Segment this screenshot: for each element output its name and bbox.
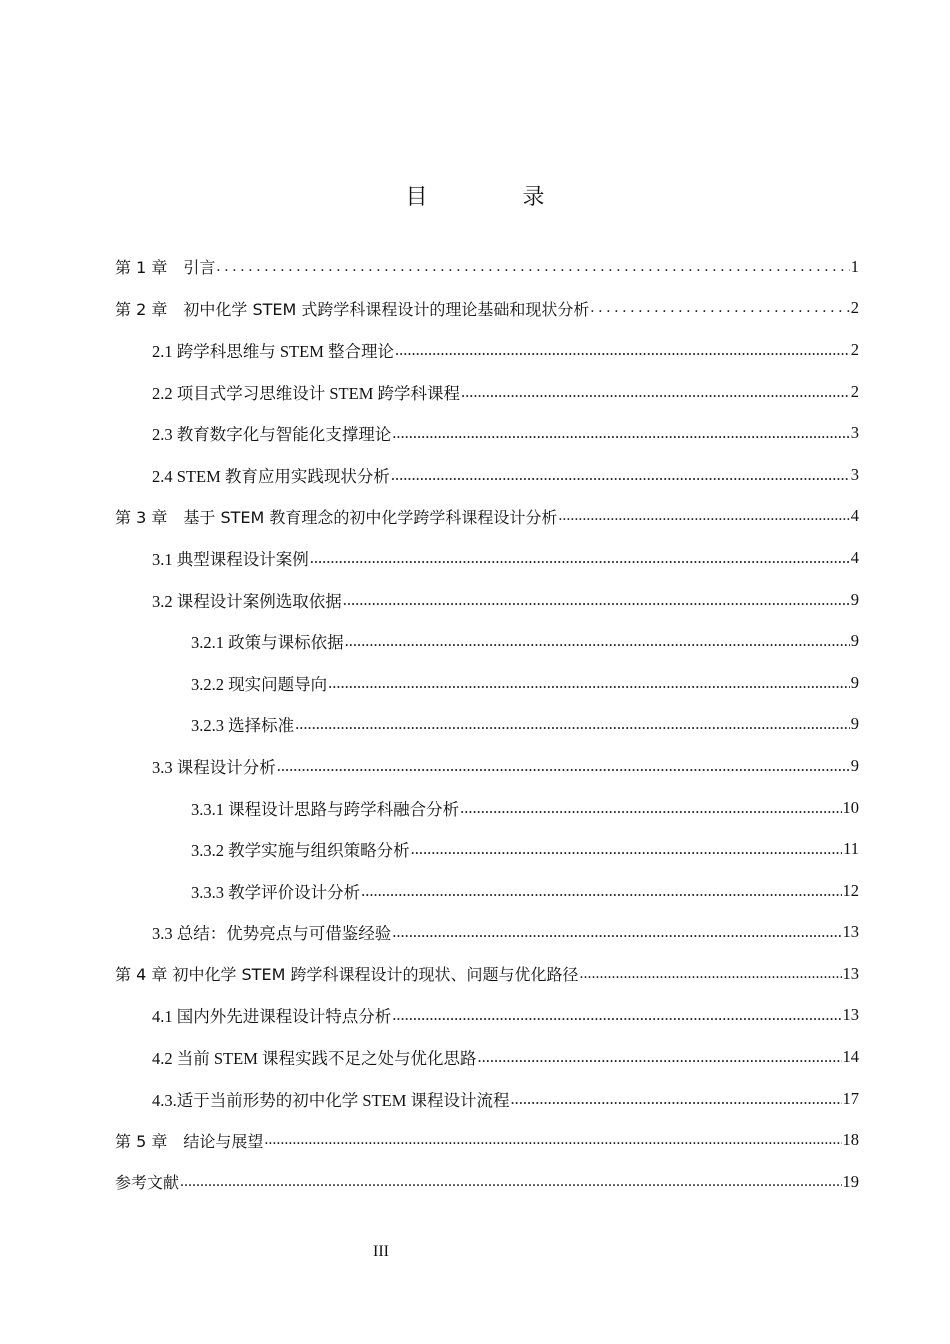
toc-entry-2-3[interactable] [115, 412, 859, 454]
toc-entry-label: 第 1 章 引言 [115, 258, 216, 278]
toc-leader-dots [392, 922, 841, 942]
toc-entry-label: 3.3 总结：优势亮点与可借鉴经验 [152, 924, 392, 944]
toc-entry-label: 4.2 当前 STEM 课程实践不足之处与优化思路 [152, 1049, 477, 1069]
toc-entry-page: 17 [842, 1088, 859, 1108]
toc-entry-page: 4 [850, 547, 859, 567]
toc-entry-label: 3.2.2 现实问题导向 [191, 674, 328, 694]
toc-entry-page: 12 [842, 880, 859, 900]
toc-entry-label: 3.3.3 教学评价设计分析 [191, 882, 361, 902]
toc-entry-page: 3 [850, 464, 859, 484]
toc-leader-dots [345, 631, 850, 651]
toc-entry-page: 19 [842, 1171, 859, 1191]
toc-entry-page: 3 [850, 423, 859, 443]
toc-leader-dots [180, 1173, 841, 1191]
toc-entry-3-3[interactable] [115, 745, 859, 787]
table-of-contents [115, 246, 859, 1203]
toc-entry-page: 9 [850, 714, 859, 734]
toc-entry-3-2-3[interactable] [115, 704, 859, 746]
toc-entry-label: 2.3 教育数字化与智能化支撑理论 [152, 425, 392, 445]
toc-entry-label: 参考文献 [115, 1173, 180, 1193]
toc-leader-dots [558, 507, 849, 525]
toc-entry-label: 2.1 跨学科思维与 STEM 整合理论 [152, 341, 395, 361]
toc-leader-dots [277, 756, 850, 776]
toc-entry-page: 13 [842, 922, 859, 942]
toc-entry-3-2-2[interactable] [115, 662, 859, 704]
toc-entry-3-summary[interactable] [115, 912, 859, 954]
toc-entry-page: 2 [850, 381, 859, 401]
toc-entry-page: 18 [842, 1130, 859, 1150]
toc-entry-label: 3.2.1 政策与课标依据 [191, 633, 344, 653]
toc-entry-chapter-1[interactable] [115, 246, 859, 288]
toc-leader-dots [392, 423, 850, 443]
toc-entry-page: 9 [850, 672, 859, 692]
toc-entry-label: 3.2.3 选择标准 [191, 716, 295, 736]
toc-leader-dots [391, 465, 850, 485]
toc-entry-page: 9 [850, 589, 859, 609]
toc-leader-dots [478, 1047, 842, 1067]
toc-entry-4-3[interactable] [115, 1078, 859, 1120]
toc-entry-2-4[interactable] [115, 454, 859, 496]
toc-entry-page: 4 [850, 506, 859, 526]
toc-entry-label: 4.3.适于当前形势的初中化学 STEM 课程设计流程 [152, 1090, 510, 1110]
toc-entry-label: 2.4 STEM 教育应用实践现状分析 [152, 466, 390, 486]
toc-leader-dots [295, 714, 850, 734]
toc-leader-dots [411, 839, 842, 859]
toc-entry-label: 3.2 课程设计案例选取依据 [152, 591, 342, 611]
toc-leader-dots [216, 258, 849, 276]
toc-entry-page: 9 [850, 755, 859, 775]
toc-leader-dots [460, 798, 841, 818]
toc-entry-chapter-2[interactable] [115, 288, 859, 330]
toc-entry-page: 13 [842, 1005, 859, 1025]
toc-entry-4-1[interactable] [115, 995, 859, 1037]
toc-leader-dots [264, 1131, 841, 1149]
toc-leader-dots [590, 299, 849, 317]
toc-entry-references[interactable] [115, 1161, 859, 1203]
toc-entry-label: 3.1 典型课程设计案例 [152, 549, 309, 569]
toc-leader-dots [328, 673, 850, 693]
toc-entry-label: 3.3 课程设计分析 [152, 757, 276, 777]
toc-entry-chapter-4[interactable] [115, 953, 859, 995]
toc-entry-label: 第 2 章 初中化学 STEM 式跨学科课程设计的理论基础和现状分析 [115, 299, 590, 319]
toc-entry-label: 第 4 章 初中化学 STEM 跨学科课程设计的现状、问题与优化路径 [115, 965, 579, 985]
toc-entry-chapter-5[interactable] [115, 1119, 859, 1161]
toc-leader-dots [361, 881, 841, 901]
toc-leader-dots [310, 548, 850, 568]
toc-entry-label: 4.1 国内外先进课程设计特点分析 [152, 1007, 392, 1027]
toc-entry-page: 1 [850, 256, 859, 276]
toc-entry-label: 3.3.1 课程设计思路与跨学科融合分析 [191, 799, 460, 819]
toc-entry-label: 第 5 章 结论与展望 [115, 1131, 264, 1151]
toc-entry-label: 第 3 章 基于 STEM 教育理念的初中化学跨学科课程设计分析 [115, 507, 558, 527]
toc-entry-page: 14 [842, 1047, 859, 1067]
toc-entry-3-3-3[interactable] [115, 870, 859, 912]
toc-entry-3-2-1[interactable] [115, 620, 859, 662]
toc-entry-label: 3.3.2 教学实施与组织策略分析 [191, 841, 410, 861]
toc-leader-dots [392, 1005, 841, 1025]
page-title: 目 录 [405, 185, 589, 210]
toc-entry-3-2[interactable] [115, 579, 859, 621]
toc-entry-page: 9 [850, 631, 859, 651]
toc-entry-2-2[interactable] [115, 371, 859, 413]
toc-entry-chapter-3[interactable] [115, 496, 859, 538]
toc-leader-dots [395, 340, 850, 360]
toc-leader-dots [343, 590, 850, 610]
toc-entry-label: 2.2 项目式学习思维设计 STEM 跨学科课程 [152, 383, 461, 403]
toc-entry-page: 2 [850, 298, 859, 318]
toc-entry-3-3-1[interactable] [115, 787, 859, 829]
toc-entry-page: 13 [842, 963, 859, 983]
toc-entry-3-3-2[interactable] [115, 828, 859, 870]
toc-entry-2-1[interactable] [115, 329, 859, 371]
toc-entry-page: 10 [842, 797, 859, 817]
toc-leader-dots [579, 965, 841, 983]
toc-entry-3-1[interactable] [115, 537, 859, 579]
toc-entry-4-2[interactable] [115, 1036, 859, 1078]
page-number-footer: III [373, 1243, 389, 1260]
toc-leader-dots [461, 382, 850, 402]
toc-entry-page: 11 [843, 839, 859, 859]
toc-leader-dots [511, 1089, 842, 1109]
toc-entry-page: 2 [850, 339, 859, 359]
